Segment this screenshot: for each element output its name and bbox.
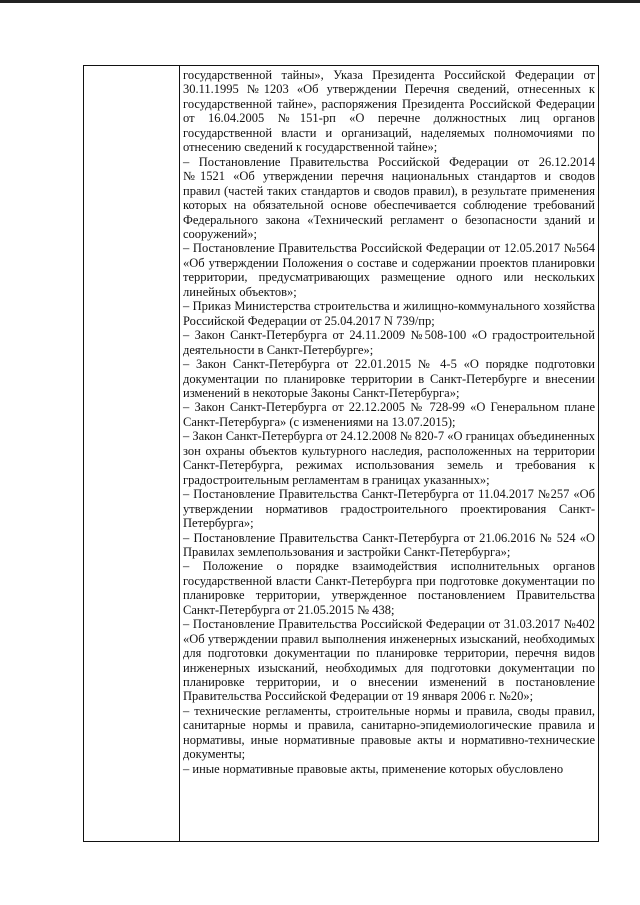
paragraph-1: государственной тайны», Указа Президента Российской Федерации от 30.11.1995 №1203 «Об утверждении Перечня сведений, отнесенных к государственной тайне», распоряжения Президента Российской Федерации от 16.04.2005 №151-рп «О перечне должностных лиц органов государственной власти и организаций, наделяемых полномочиями по отнесению сведений к государственной тайне»;	[183, 68, 595, 155]
paragraph-4: – Приказ Министерства строительства и жилищно-коммунального хозяйства Российской Федерации от 25.04.2017 N 739/пр;	[183, 299, 595, 328]
paragraph-7: – Закон Санкт-Петербурга от 22.12.2005 № 728-99 «О Генеральном плане Санкт-Петербурга» (с изменениями на 13.07.2015);	[183, 400, 595, 429]
paragraph-13: – технические регламенты, строительные нормы и правила, своды правил, санитарные нормы и правила, санитарно-эпидемиологические правила и нормативы, иные нормативные правовые акты и нормативно-технические документы;	[183, 703, 595, 762]
paragraph-11: – Положение о порядке взаимодействия исполнительных органов государственной власти Санкт-Петербурга при подготовке документации по планировке территории, утвержденное постановлением Правительства Санкт-Петербурга от 21.05.2015 № 438;	[183, 559, 595, 617]
paragraph-9: – Постановление Правительства Санкт-Петербурга от 11.04.2017 №257 «Об утверждении нормативов градостроительного проектирования Санкт-Петербурга»;	[183, 487, 595, 531]
page-top-rule	[0, 0, 640, 3]
paragraph-5: – Закон Санкт-Петербурга от 24.11.2009 №508-100 «О градостроительной деятельности в Санкт-Петербурге»;	[183, 328, 595, 357]
table-left-column	[84, 66, 180, 841]
paragraph-6: – Закон Санкт-Петербурга от 22.01.2015 № 4-5 «О порядке подготовки документации по планировке территории в Санкт-Петербурге и внесении изменений в некоторые Законы Санкт-Петербурга»;	[183, 357, 595, 400]
document-table	[83, 65, 599, 842]
paragraph-12: – Постановление Правительства Российской Федерации от 31.03.2017 №402 «Об утверждении правил выполнения инженерных изысканий, необходимых для подготовки документации по планировке территории, перечня видов инженерных изысканий, необходимых для подготовки документации по планировке территории, и о внесении изменений в постановление Правительства Российской Федерации от 19 января 2006 г. №20»;	[183, 617, 595, 704]
table-right-column	[180, 66, 598, 841]
paragraph-8: – Закон Санкт-Петербурга от 24.12.2008 № 820-7 «О границах объединенных зон охраны объектов культурного наследия, расположенных на территории Санкт-Петербурга, режимах использования земель и требования к градостроительным регламентам в границах указанных»;	[183, 429, 595, 487]
paragraph-3: – Постановление Правительства Российской Федерации от 12.05.2017 №564 «Об утверждении Положения о составе и содержании проектов планировки территории, предусматривающих размещение одного или нескольких линейных объектов»;	[183, 241, 595, 299]
paragraph-10: – Постановление Правительства Санкт-Петербурга от 21.06.2016 № 524 «О Правилах землепользования и застройки Санкт-Петербурга»;	[183, 530, 595, 559]
paragraph-14: – иные нормативные правовые акты, применение которых обусловлено	[183, 761, 564, 776]
paragraph-2: – Постановление Правительства Российской Федерации от 26.12.2014 №1521 «Об утверждении перечня национальных стандартов и сводов правил (частей таких стандартов и сводов правил), в результате применения которых на обязательной основе обеспечивается соблюдение требований Федерального закона «Технический регламент о безопасности зданий и сооружений»;	[183, 154, 595, 241]
